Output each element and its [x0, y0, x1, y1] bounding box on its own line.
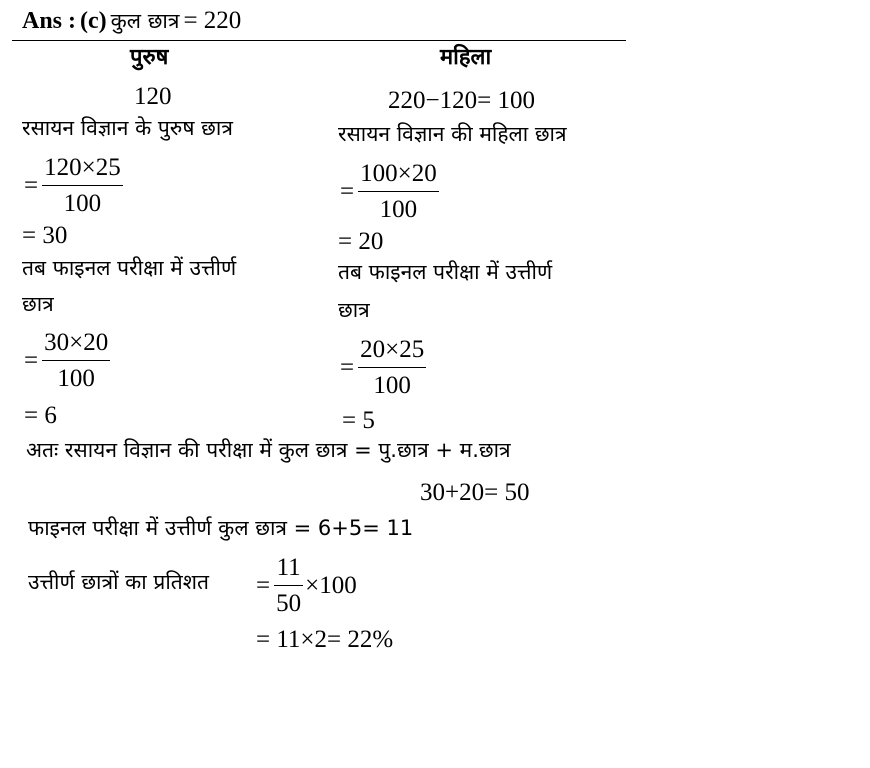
female-pass-result: = 5	[342, 407, 375, 434]
female-chem-numerator: 100×20	[360, 160, 437, 187]
percent-multiplier: ×100	[305, 572, 357, 600]
male-pass-label-1: तब फाइनल परीक्षा में उत्तीर्ण	[22, 256, 237, 280]
female-pass-denominator: 100	[373, 371, 411, 399]
male-chem-denominator: 100	[63, 189, 102, 217]
percent-denominator: 50	[276, 589, 302, 617]
female-chem-fraction	[340, 160, 439, 225]
total-chem-value: 30+20= 50	[420, 479, 530, 506]
percent-result: = 11×2= 22%	[256, 626, 394, 653]
male-heading: पुरुष	[130, 45, 169, 70]
answer-option: (c)	[80, 8, 107, 34]
male-chem-label: रसायन विज्ञान के पुरुष छात्र	[22, 116, 233, 140]
male-count: 120	[134, 83, 172, 110]
percent-label: उत्तीर्ण छात्रों का प्रतिशत	[28, 570, 210, 594]
answer-label: Ans :	[22, 8, 77, 34]
percent-eq: =	[256, 572, 271, 600]
male-pass-label-2: छात्र	[22, 292, 54, 316]
male-pass-denominator: 100	[57, 364, 95, 392]
male-chem-result: = 30	[22, 222, 68, 249]
header-divider	[12, 40, 626, 41]
female-pass-numerator: 20×25	[360, 336, 425, 363]
female-chem-label: रसायन विज्ञान की महिला छात्र	[338, 122, 567, 146]
male-chem-fraction	[24, 154, 123, 219]
female-pass-label-2: छात्र	[338, 298, 370, 322]
male-chem-eq: =	[24, 172, 39, 200]
male-pass-numerator: 30×20	[44, 329, 109, 356]
total-chem-line: अतः रसायन विज्ञान की परीक्षा में कुल छात्र = पु.छात्र + म.छात्र	[26, 438, 511, 462]
total-students-value: = 220	[183, 7, 242, 34]
total-students-label: कुल छात्र	[110, 9, 180, 33]
answer-header	[22, 8, 241, 33]
female-pass-label-1: तब फाइनल परीक्षा में उत्तीर्ण	[338, 260, 553, 284]
female-count: 220−120= 100	[388, 87, 535, 114]
total-pass-line: फाइनल परीक्षा में उत्तीर्ण कुल छात्र = 6+5= 11	[28, 516, 414, 540]
female-chem-eq: =	[340, 178, 355, 206]
female-pass-eq: =	[340, 354, 355, 382]
percent-numerator: 11	[276, 554, 301, 581]
female-chem-result: = 20	[338, 228, 384, 255]
male-pass-result: = 6	[24, 402, 57, 429]
female-heading: महिला	[440, 45, 492, 70]
percent-fraction	[256, 554, 357, 619]
male-chem-numerator: 120×25	[44, 154, 121, 181]
female-pass-fraction	[340, 336, 426, 401]
female-chem-denominator: 100	[379, 195, 418, 223]
male-pass-eq: =	[24, 347, 39, 375]
male-pass-fraction	[24, 329, 110, 394]
